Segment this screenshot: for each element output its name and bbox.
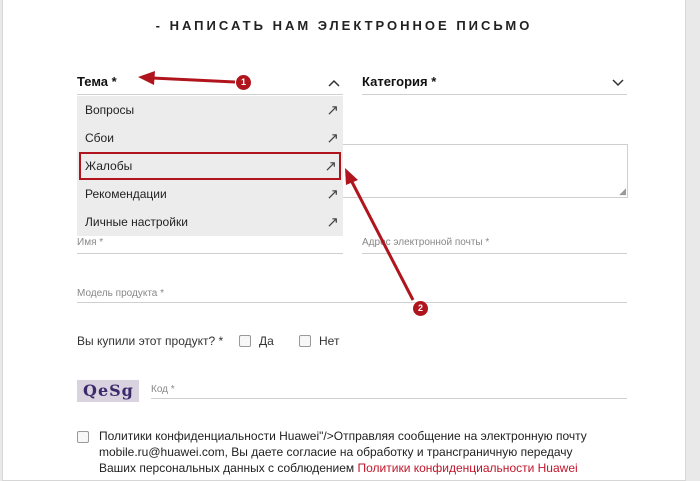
- name-field-placeholder[interactable]: Имя *: [77, 237, 104, 248]
- yes-label[interactable]: Да: [259, 334, 274, 348]
- privacy-policy-link[interactable]: Политики конфиденциальности Huawei: [357, 461, 578, 475]
- annotation-arrow-1: [152, 78, 235, 82]
- model-field-placeholder[interactable]: Модель продукта *: [77, 288, 165, 299]
- email-field-placeholder[interactable]: Адрес электронной почты *: [362, 237, 490, 248]
- dropdown-item-label: Сбои: [85, 131, 114, 145]
- arrow-up-right-icon: ↗: [326, 186, 339, 203]
- topic-select-label[interactable]: Тема *: [77, 74, 117, 89]
- annotation-badge-2: 2: [413, 301, 428, 316]
- annotation-badge-1: 1: [236, 75, 251, 90]
- annotation-arrowhead-2: [345, 168, 358, 185]
- annotation-arrowhead-1: [138, 71, 155, 85]
- arrow-up-right-icon: ↗: [326, 130, 339, 147]
- purchased-question-label: Вы купили этот продукт? *: [77, 334, 224, 348]
- page-title: - НАПИСАТЬ НАМ ЭЛЕКТРОННОЕ ПИСЬМО: [155, 18, 533, 33]
- dropdown-item-label: Жалобы: [85, 159, 133, 173]
- arrow-up-right-icon: ↗: [326, 214, 339, 231]
- resize-handle-icon[interactable]: ◢: [619, 186, 626, 196]
- arrow-up-right-icon: ↗: [326, 102, 339, 119]
- dropdown-item-label: Личные настройки: [85, 215, 188, 229]
- dropdown-item-label: Рекомендации: [85, 187, 167, 201]
- policy-text: Политики конфиденциальности Huawei"/>Отправляя сообщение на электронную почту mobile.ru@huawei.com, Вы даете согласие на обработку и трансграничную передачу Ваших персональных данных с соблюдением: [99, 429, 587, 475]
- arrow-up-right-icon: ↗: [324, 158, 337, 175]
- no-label[interactable]: Нет: [319, 334, 340, 348]
- annotation-arrow-2: [352, 182, 413, 300]
- category-select-label[interactable]: Категория *: [362, 74, 437, 89]
- code-field-placeholder[interactable]: Код *: [151, 384, 175, 395]
- captcha-text: QeSg: [83, 381, 134, 400]
- dropdown-item-label: Вопросы: [85, 103, 135, 117]
